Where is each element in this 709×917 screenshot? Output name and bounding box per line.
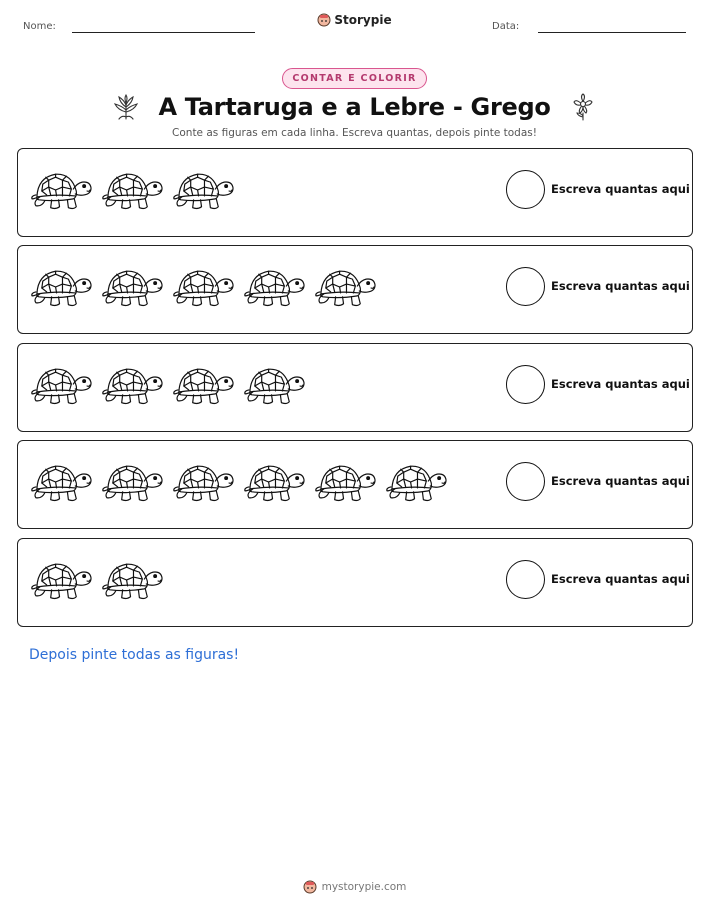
turtle-icon[interactable] xyxy=(172,264,235,310)
title-row xyxy=(0,88,709,126)
turtle-icon[interactable] xyxy=(101,557,164,603)
brand xyxy=(0,13,709,30)
answer-label: Escreva quantas aqui xyxy=(551,572,690,586)
name-label: Nome: xyxy=(23,21,56,32)
flower-icon xyxy=(569,93,597,121)
plant-icon xyxy=(112,93,140,121)
answer-label: Escreva quantas aqui xyxy=(551,474,690,488)
count-row xyxy=(17,440,693,529)
brand-name: Storypie xyxy=(334,13,392,27)
storypie-logo-icon xyxy=(317,13,331,27)
turtle-icon[interactable] xyxy=(243,264,306,310)
page-title: A Tartaruga e a Lebre - Grego xyxy=(158,93,551,121)
turtle-icon[interactable] xyxy=(30,557,93,603)
answer-circle[interactable] xyxy=(506,170,545,209)
answer-circle[interactable] xyxy=(506,462,545,501)
activity-badge-wrap xyxy=(0,66,709,89)
turtle-icon[interactable] xyxy=(243,459,306,505)
turtle-icon[interactable] xyxy=(172,459,235,505)
count-row xyxy=(17,148,693,237)
turtle-icon[interactable] xyxy=(314,264,377,310)
turtle-icon[interactable] xyxy=(101,264,164,310)
turtle-group xyxy=(30,362,306,408)
turtle-group xyxy=(30,459,448,505)
answer-label: Escreva quantas aqui xyxy=(551,182,690,196)
turtle-icon[interactable] xyxy=(30,362,93,408)
name-line[interactable] xyxy=(72,32,255,33)
activity-badge: CONTAR E COLORIR xyxy=(282,68,426,89)
footer-brand xyxy=(0,880,709,897)
worksheet-header xyxy=(0,0,709,50)
date-line[interactable] xyxy=(538,32,686,33)
count-row xyxy=(17,343,693,432)
answer-circle[interactable] xyxy=(506,267,545,306)
turtle-icon[interactable] xyxy=(172,167,235,213)
answer-circle[interactable] xyxy=(506,560,545,599)
turtle-icon[interactable] xyxy=(30,264,93,310)
turtle-icon[interactable] xyxy=(101,362,164,408)
answer-label: Escreva quantas aqui xyxy=(551,279,690,293)
count-row xyxy=(17,245,693,334)
turtle-icon[interactable] xyxy=(385,459,448,505)
turtle-icon[interactable] xyxy=(314,459,377,505)
turtle-icon[interactable] xyxy=(172,362,235,408)
answer-circle[interactable] xyxy=(506,365,545,404)
turtle-icon[interactable] xyxy=(30,459,93,505)
turtle-group xyxy=(30,557,164,603)
instructions: Conte as figuras em cada linha. Escreva quantas, depois pinte todas! xyxy=(172,127,537,139)
turtle-icon[interactable] xyxy=(101,459,164,505)
storypie-logo-icon xyxy=(303,880,317,894)
turtle-group xyxy=(30,167,235,213)
footer-url: mystorypie.com xyxy=(321,881,407,893)
coloring-note: Depois pinte todas as figuras! xyxy=(29,647,240,663)
turtle-icon[interactable] xyxy=(30,167,93,213)
turtle-group xyxy=(30,264,377,310)
date-label: Data: xyxy=(492,21,520,32)
count-row xyxy=(17,538,693,627)
turtle-icon[interactable] xyxy=(243,362,306,408)
turtle-icon[interactable] xyxy=(101,167,164,213)
answer-label: Escreva quantas aqui xyxy=(551,377,690,391)
